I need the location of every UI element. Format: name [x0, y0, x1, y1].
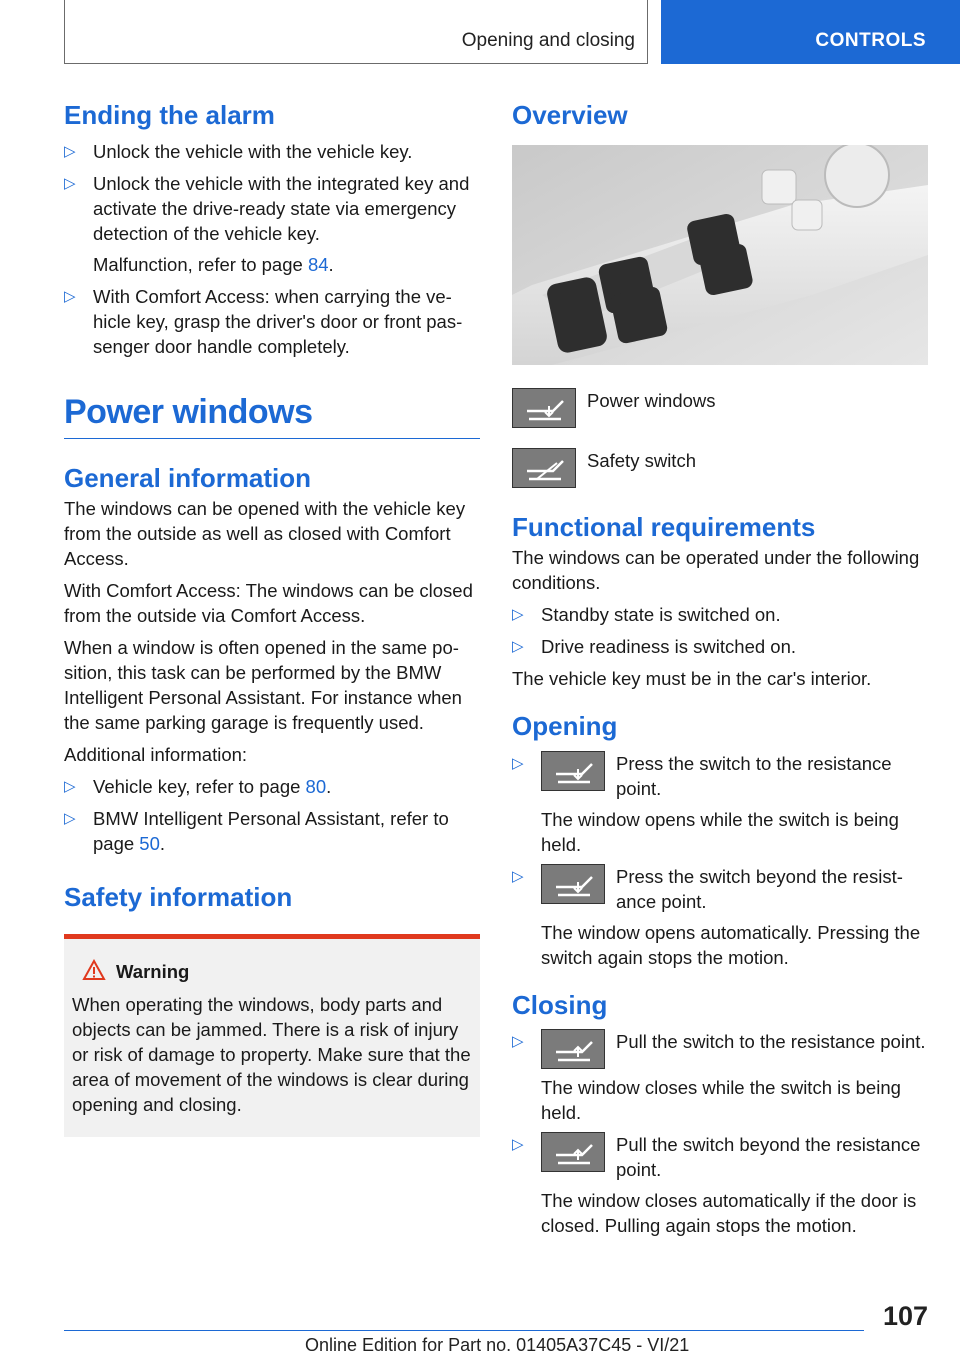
bullet-triangle-icon: ▷ [512, 867, 524, 885]
list-item-text: With Comfort Access: when carrying the vehicle key, grasp the driver's door or front passenger door handle completely. [93, 286, 463, 358]
legend-row [512, 448, 928, 492]
list-item [512, 634, 928, 659]
warning-box [64, 934, 480, 1137]
bullet-triangle-icon: ▷ [64, 175, 76, 193]
power-windows-title: Power windows [64, 393, 480, 439]
bullet-triangle-icon: ▷ [64, 143, 76, 161]
paragraph: With Comfort Access: The windows can be closed from the outside via Comfort Access. [64, 580, 473, 627]
list-item-text: BMW Intelligent Personal Assistant, refer to page [93, 808, 449, 855]
list-item [512, 1132, 928, 1238]
note-text: Malfunction, refer to page [93, 254, 308, 276]
power-window-icon [541, 751, 605, 791]
action-text: Pull the switch to the resistance point. [616, 1030, 926, 1052]
warning-title: Warning [116, 960, 190, 982]
paragraph: Additional information: [64, 744, 248, 766]
alarm-heading: Ending the alarm [64, 100, 275, 130]
list-item [64, 806, 480, 856]
power-window-icon [512, 388, 576, 428]
list-item-text: Unlock the vehicle with the integrated key and activate the drive-ready state via emergency detection of the vehicle key. [93, 173, 470, 245]
note-suffix: . [328, 254, 334, 276]
bullet-triangle-icon: ▷ [512, 1135, 524, 1153]
footer-divider [64, 1330, 864, 1331]
paragraph: The windows can be operated under the following conditions. [512, 547, 920, 594]
functional-heading: Functional requirements [512, 512, 816, 543]
list-item [64, 284, 480, 359]
list-item [512, 864, 928, 970]
malfunction-note [93, 252, 480, 277]
paragraph: The windows can be opened with the vehicle key from the outside as well as closed with Comfort Access. [64, 498, 466, 570]
page-link[interactable]: 50 [139, 833, 160, 855]
list-item [64, 774, 480, 799]
legend-label: Safety switch [587, 450, 696, 472]
bullet-triangle-icon: ▷ [512, 1032, 524, 1050]
list-item [512, 1029, 928, 1125]
action-text: Press the switch beyond the resistance point. [616, 865, 903, 912]
list-item [64, 139, 480, 164]
door-switch-photo [512, 145, 928, 370]
bullet-triangle-icon: ▷ [64, 778, 76, 796]
closing-heading: Closing [512, 989, 608, 1020]
bullet-triangle-icon: ▷ [512, 638, 524, 656]
footer-edition: Online Edition for Part no. 01405A37C45 - VI/21 [305, 1335, 690, 1355]
power-window-icon [541, 1029, 605, 1069]
list-item-text: Standby state is switched on. [541, 604, 781, 626]
general-heading: General information [64, 463, 312, 494]
list-item-text: Unlock the vehicle with the vehicle key. [93, 141, 413, 163]
header-section-box [64, 0, 648, 64]
bullet-triangle-icon: ▷ [64, 810, 76, 828]
list-item-text: Drive readiness is switched on. [541, 636, 796, 658]
list-item-suffix: . [159, 833, 166, 855]
list-item-suffix: . [326, 776, 332, 798]
warning-text: When operating the windows, body parts and objects can be jammed. There is a risk of injury or risk of damage to property. Make sure that the area of movement of the windows is clear during opening and closing. [72, 993, 471, 1115]
header-section-title: Opening and closing [461, 30, 635, 51]
left-column [64, 100, 480, 1137]
warning-title-row [82, 959, 472, 986]
warning-triangle-icon [82, 959, 106, 986]
bullet-triangle-icon: ▷ [512, 754, 524, 772]
bullet-triangle-icon: ▷ [512, 606, 524, 624]
action-text: Press the switch to the resistance point. [616, 752, 892, 799]
overview-heading: Overview [512, 100, 628, 130]
right-column [512, 100, 928, 1238]
result-text: The window opens while the switch is being held. [541, 808, 899, 855]
result-text: The window opens automatically. Pressing the switch again stops the motion. [541, 921, 921, 968]
list-item-text: Vehicle key, refer to page [93, 776, 306, 798]
power-window-icon [541, 1132, 605, 1172]
action-text: Pull the switch beyond the resistance point. [616, 1133, 921, 1180]
paragraph: The vehicle key must be in the car's interior. [512, 668, 872, 690]
page-number: 107 [882, 1301, 928, 1331]
page-link[interactable]: 80 [305, 776, 327, 798]
header-chapter-title: CONTROLS [815, 30, 926, 51]
list-item [512, 602, 928, 627]
page-link[interactable]: 84 [307, 254, 329, 276]
result-text: The window closes while the switch is being held. [541, 1076, 901, 1123]
safety-heading: Safety information [64, 882, 293, 913]
list-item [512, 751, 928, 857]
legend-label: Power windows [587, 390, 716, 412]
power-window-icon [541, 864, 605, 904]
legend-row [512, 388, 928, 432]
safety-switch-icon [512, 448, 576, 488]
result-text: The window closes automatically if the door is closed. Pulling again stops the motion. [541, 1189, 917, 1236]
paragraph: When a window is often opened in the same position, this task can be performed by the BMW Intelligent Personal Assistant. For instance when the same parking garage is frequently used. [64, 637, 462, 734]
opening-heading: Opening [512, 711, 618, 742]
bullet-triangle-icon: ▷ [64, 288, 76, 306]
list-item [64, 171, 480, 277]
header-chapter-tab [661, 0, 960, 64]
